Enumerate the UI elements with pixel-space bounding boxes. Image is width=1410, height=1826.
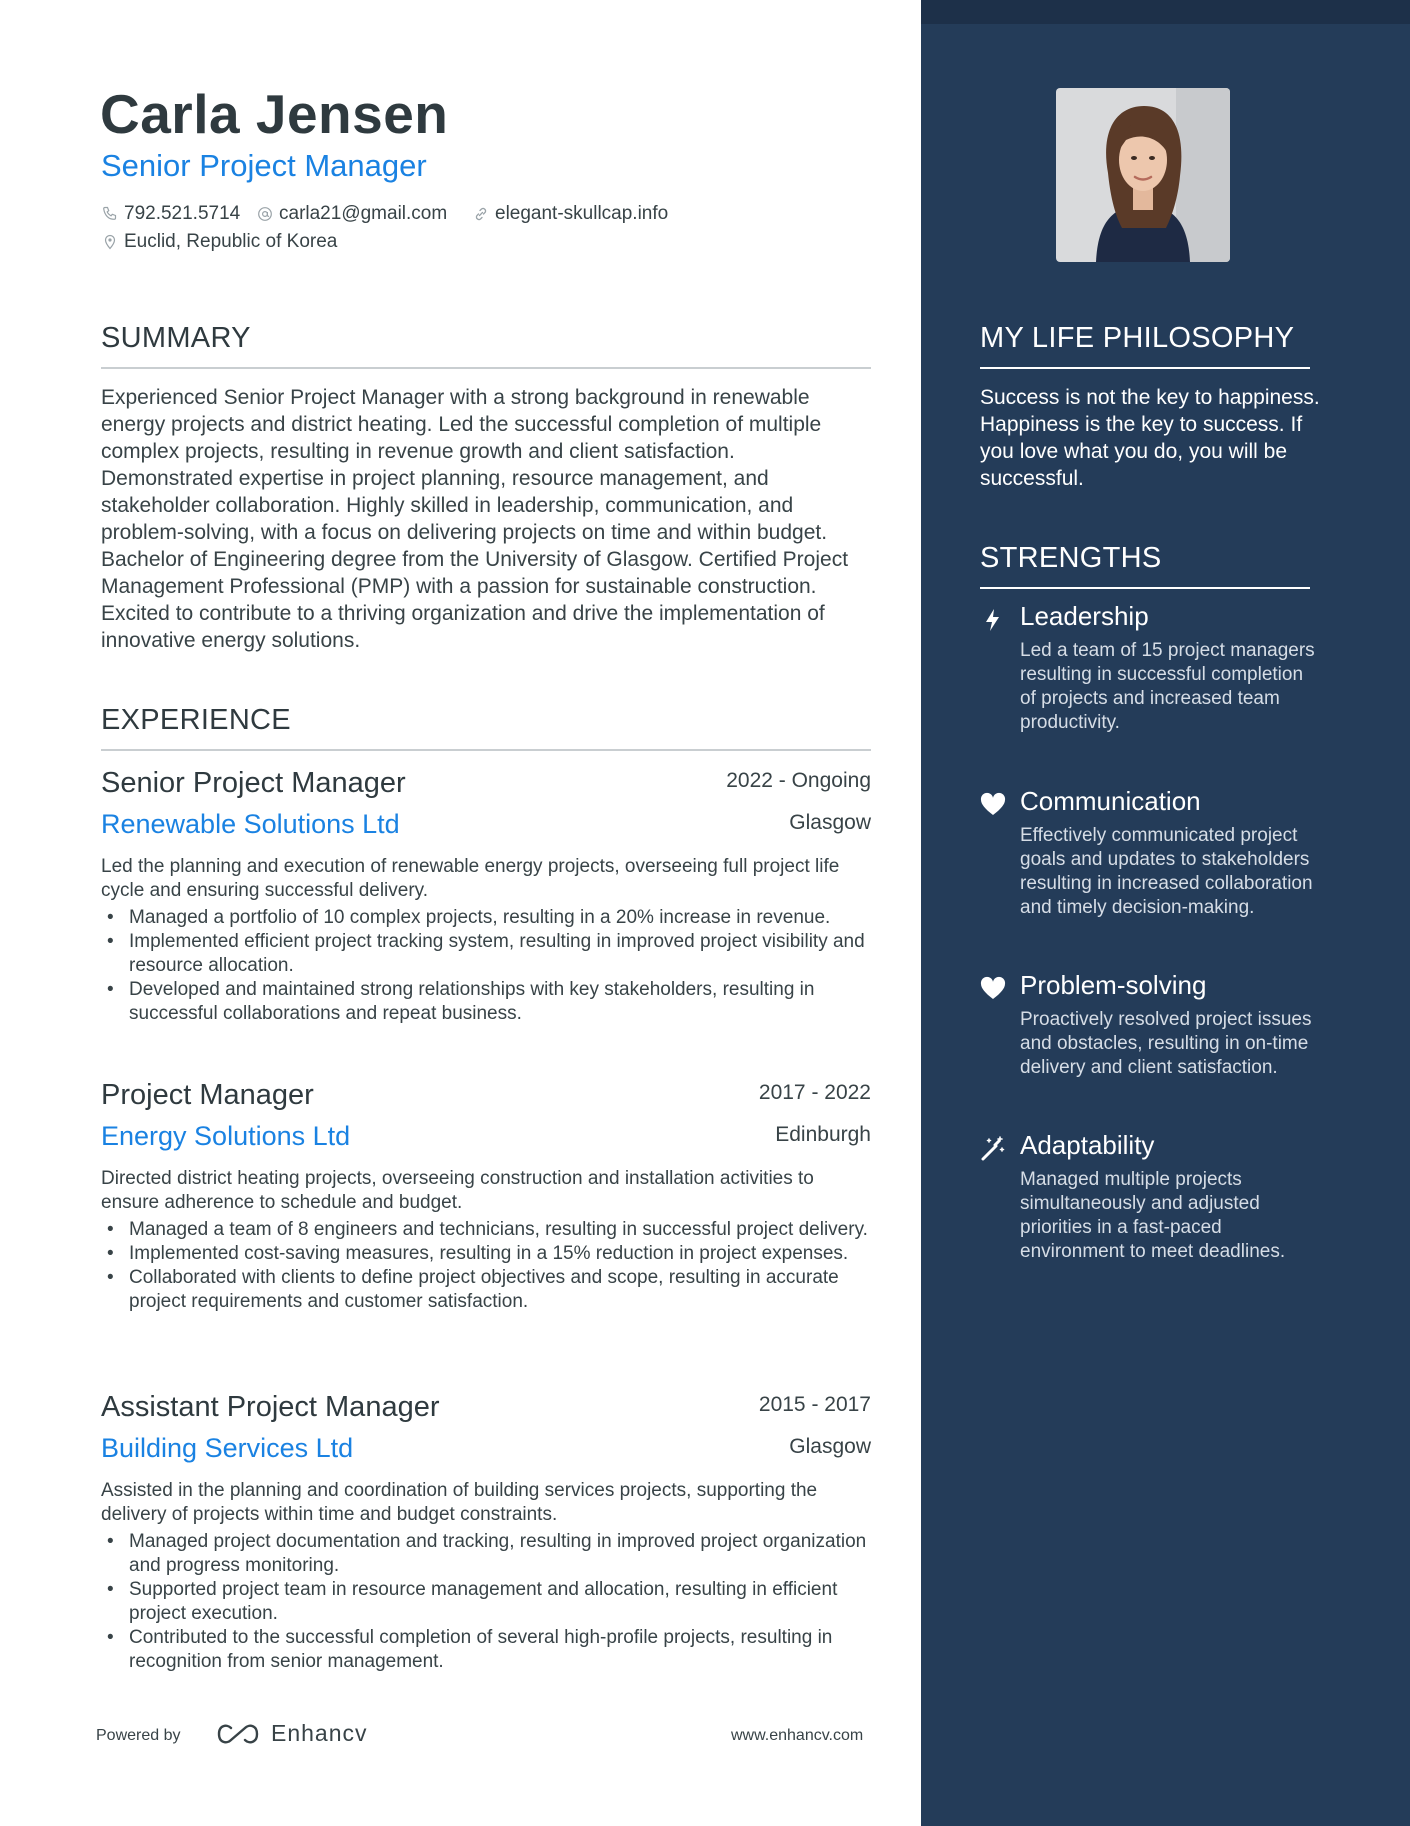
candidate-role: Senior Project Manager [101, 148, 427, 183]
contact-website[interactable] [473, 203, 668, 225]
strength-title: Adaptability [1020, 1130, 1155, 1160]
location-pin-icon [102, 234, 118, 250]
job-description: Directed district heating projects, overseeing construction and installation activities to ensure adherence to schedule and budget. [101, 1168, 814, 1213]
job-dates: 2022 - Ongoing [726, 769, 871, 792]
summary-heading: SUMMARY [101, 322, 251, 354]
enhancv-logo[interactable] [215, 1720, 368, 1747]
powered-by-label: Powered by [96, 1727, 181, 1744]
strength-title: Communication [1020, 786, 1201, 816]
job-location: Edinburgh [775, 1123, 871, 1146]
link-icon [473, 206, 489, 222]
job-bullet: • Developed and maintained strong relationships with key stakeholders, resulting in successful collaborations and repeat business. [107, 979, 815, 1024]
job-description: Assisted in the planning and coordination of building services projects, supporting the delivery of projects within time and budget constraints. [101, 1480, 818, 1525]
enhancv-brand-name: Enhancv [271, 1720, 368, 1746]
job-bullets [101, 1218, 871, 1314]
job-bullet: • Collaborated with clients to define project objectives and scope, resulting in accurate project requirements and customer satisfaction. [107, 1267, 839, 1312]
contact-email[interactable] [257, 203, 447, 225]
contact-email-text: carla21@gmail.com [279, 203, 448, 224]
footer-url[interactable]: www.enhancv.com [731, 1727, 864, 1744]
job-bullet: • Managed project documentation and tracking, resulting in improved project organization and progress monitoring. [107, 1531, 867, 1576]
strength-title: Leadership [1020, 601, 1149, 631]
heart-icon [980, 976, 1006, 1002]
magic-wand-icon [980, 1136, 1006, 1162]
job-company[interactable]: Renewable Solutions Ltd [101, 809, 400, 839]
sidebar-top-bar [921, 0, 1410, 24]
job-company[interactable]: Energy Solutions Ltd [101, 1121, 351, 1151]
strengths-divider [980, 587, 1310, 589]
philosophy-divider [980, 367, 1310, 369]
contact-phone-text: 792.521.5714 [124, 203, 241, 224]
phone-icon [102, 206, 118, 222]
job-location: Glasgow [789, 1435, 871, 1458]
job-description: Led the planning and execution of renewable energy projects, overseeing full project life cycle and ensuring successful delivery. [101, 856, 840, 901]
strength-item [980, 1130, 1320, 1270]
strength-item [980, 970, 1320, 1110]
job-dates: 2015 - 2017 [758, 1393, 871, 1416]
strength-title: Problem-solving [1020, 970, 1207, 1000]
summary-text: Experienced Senior Project Manager with a strong background in renewable energy projects and district heating. Led the successful completion of multiple complex projects, resulting in revenue growth and client satisfaction. Demonstrated expertise in project planning, resource management, and stakeholder collaboration. Highly skilled in leadership, communication, and problem-solving, with a focus on delivering projects on time and within budget. Bachelor of Engineering degree from the University of Glasgow. Certified Project Management Professional (PMP) with a passion for sustainable construction. Excited to contribute to a thriving organization and drive the implementation of innovative energy solutions. [101, 386, 849, 652]
bolt-icon [980, 607, 1006, 633]
strength-item [980, 786, 1320, 946]
job-bullet: • Supported project team in resource management and allocation, resulting in efficient project execution. [107, 1579, 838, 1624]
job-bullet: • Implemented cost-saving measures, resulting in a 15% reduction in project expenses. [107, 1243, 849, 1264]
philosophy-text: Success is not the key to happiness. Happiness is the key to success. If you love what you do, you will be successful. [980, 386, 1320, 490]
philosophy-heading: MY LIFE PHILOSOPHY [980, 322, 1295, 354]
job-bullets [101, 906, 871, 1026]
profile-photo [1056, 88, 1230, 262]
job-company[interactable]: Building Services Ltd [101, 1433, 354, 1463]
at-icon [257, 206, 273, 222]
job-title: Senior Project Manager [101, 767, 406, 799]
experience-divider [101, 749, 871, 751]
job-dates: 2017 - 2022 [758, 1081, 871, 1104]
job-bullet: • Contributed to the successful completion of several high-profile projects, resulting in recognition from senior management. [107, 1627, 833, 1672]
contact-location-text: Euclid, Republic of Korea [124, 231, 338, 252]
experience-heading: EXPERIENCE [101, 704, 291, 736]
job-entry [101, 767, 871, 1057]
job-title: Project Manager [101, 1079, 314, 1111]
strength-description: Proactively resolved project issues and obstacles, resulting in on-time delivery and client satisfaction. [1020, 1009, 1312, 1078]
job-entry [101, 1391, 871, 1681]
job-title: Assistant Project Manager [101, 1391, 440, 1423]
heart-icon [980, 792, 1006, 818]
job-bullets [101, 1530, 871, 1674]
contact-website-text: elegant-skullcap.info [495, 203, 669, 224]
contact-phone[interactable] [102, 203, 240, 225]
strength-description: Led a team of 15 project managers resulting in successful completion of projects and increased team productivity. [1020, 640, 1315, 733]
strengths-heading: STRENGTHS [980, 542, 1162, 574]
enhancv-logo-icon [215, 1722, 261, 1746]
candidate-name: Carla Jensen [100, 83, 449, 145]
strength-description: Effectively communicated project goals and updates to stakeholders resulting in increased collaboration and timely decision-making. [1020, 825, 1313, 918]
summary-divider [101, 367, 871, 369]
job-location: Glasgow [789, 811, 871, 834]
job-bullet: • Implemented efficient project tracking system, resulting in improved project visibility and resource allocation. [107, 931, 865, 976]
strength-item [980, 601, 1320, 761]
job-entry [101, 1079, 871, 1369]
strength-description: Managed multiple projects simultaneously and adjusted priorities in a fast-paced environment to meet deadlines. [1020, 1169, 1286, 1262]
contact-location [102, 231, 337, 253]
job-bullet: • Managed a portfolio of 10 complex projects, resulting in a 20% increase in revenue. [107, 907, 831, 928]
job-bullet: • Managed a team of 8 engineers and technicians, resulting in successful project delivery. [107, 1219, 868, 1240]
